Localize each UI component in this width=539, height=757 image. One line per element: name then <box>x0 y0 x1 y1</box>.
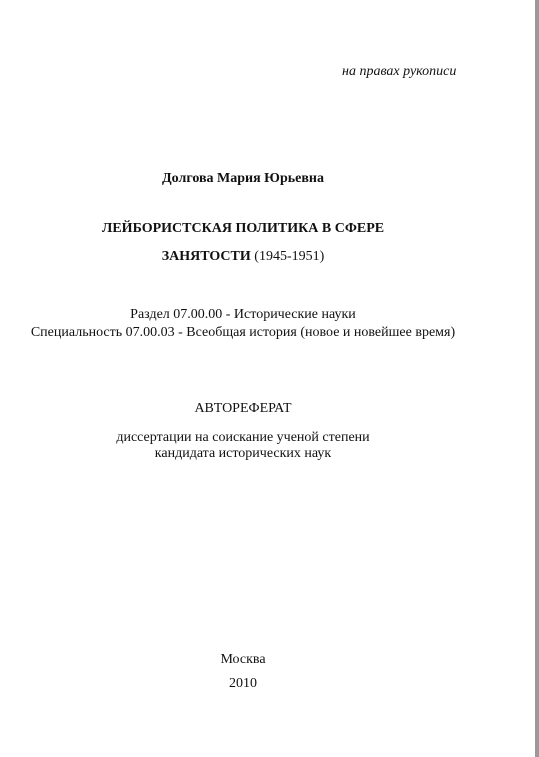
document-type: АВТОРЕФЕРАТ <box>194 401 292 416</box>
title-years: (1945-1951) <box>250 249 325 264</box>
title-keyword: ЗАНЯТОСТИ <box>161 249 251 264</box>
description-line-1: диссертации на соискание ученой степени <box>116 430 370 445</box>
city: Москва <box>220 652 266 667</box>
page-edge-divider <box>535 0 539 757</box>
title-line-1: ЛЕЙБОРИСТСКАЯ ПОЛИТИКА В СФЕРЕ <box>101 221 385 236</box>
author-name: Долгова Мария Юрьевна <box>162 171 324 186</box>
section-code: Раздел 07.00.00 - Исторические науки <box>130 307 356 322</box>
description-line-2: кандидата исторических наук <box>154 446 332 461</box>
manuscript-status: на правах рукописи <box>342 64 457 79</box>
specialty-code: Специальность 07.00.03 - Всеобщая история (новое и новейшее время) <box>30 325 456 340</box>
year: 2010 <box>229 676 257 691</box>
title-line-2 <box>0 249 486 265</box>
